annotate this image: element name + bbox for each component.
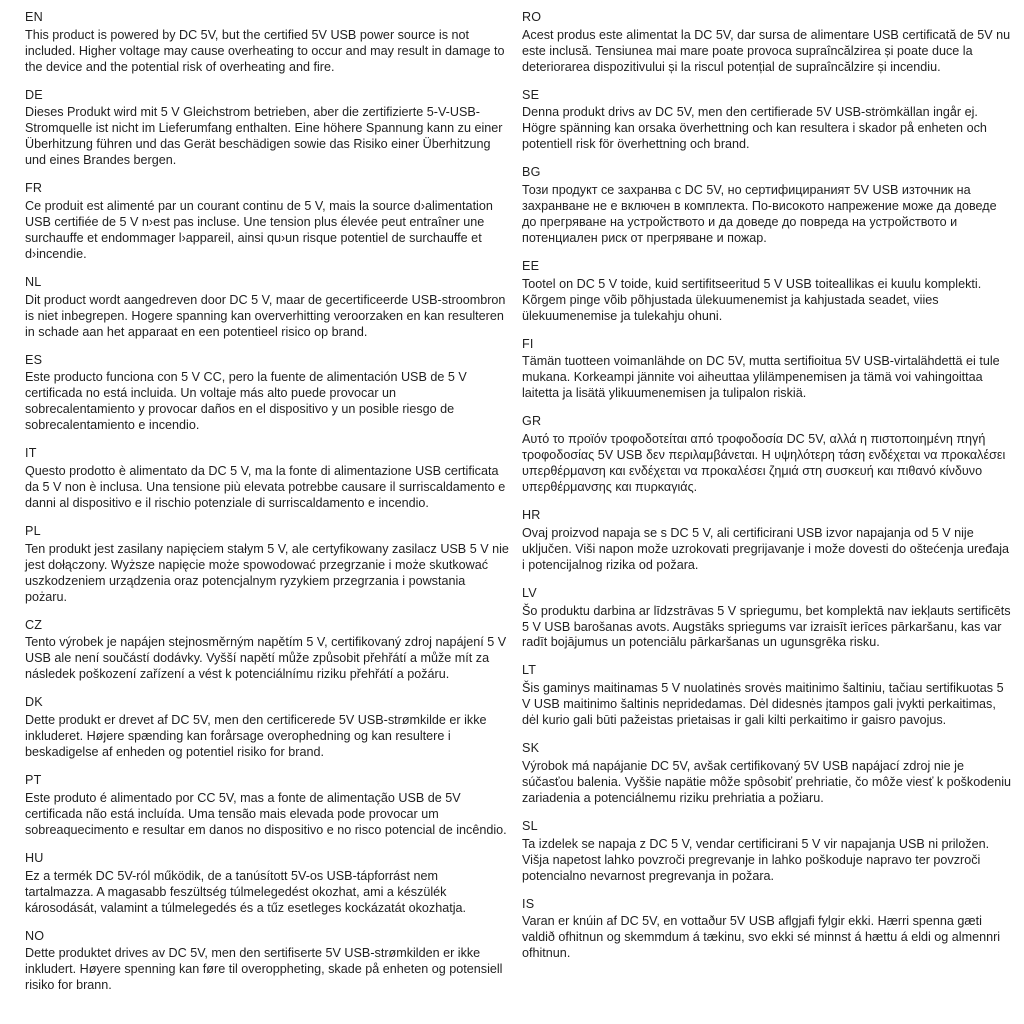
language-code: EN (25, 10, 43, 24)
language-text: Ten produkt jest zasilany napięciem stałym 5 V, ale certyfikowany zasilacz USB 5 V nie jest dołączony. Wyższe napięcie może spowodować przegrzanie i może skutkować uszkodzeniem urządzenia oraz potencjalnym ryzykiem przegrzania i powstania pożaru. (25, 541, 509, 604)
language-section-nl (25, 275, 509, 341)
language-section-ro (522, 10, 1012, 76)
language-code: LT (522, 663, 537, 678)
language-text: Ovaj proizvod napaja se s DC 5 V, ali certificirani USB izvor napajanja od 5 V nije uključen. Viši napon može uzrokovati pregrijavanje i može dovesti do oštećenja uređaja i potencijalnog rizika od požara. (522, 525, 1010, 572)
language-code: BG (522, 165, 541, 180)
language-code: SL (522, 818, 538, 833)
language-section-lv (522, 586, 1012, 652)
language-text: Este produto é alimentado por CC 5V, mas a fonte de alimentação USB de 5V certificada não está incluída. Uma tensão mais elevada pode provocar um sobreaquecimento e resultar em danos no dispositivo e no risco potencial de incêndio. (25, 790, 507, 837)
language-section-is (522, 897, 1012, 963)
right-column (522, 10, 1012, 1016)
language-section-de (25, 88, 509, 170)
language-code: FI (522, 336, 534, 351)
language-text: Dieses Produkt wird mit 5 V Gleichstrom betrieben, aber die zertifizierte 5-V-USB-Stromquelle ist nicht im Lieferumfang enthalten. Eine höhere Spannung kann zu einer Überhitzung führen und das Gerät beschädigen sowie das Risiko einer Überhitzung und eines Brandes bergen. (25, 105, 503, 168)
language-text: Dette produkt er drevet af DC 5V, men den certificerede 5V USB-strømkilde er ikke inkluderet. Højere spænding kan forårsage overophedning og kan resultere i beskadigelse af enheden og potentiel risiko for brand. (25, 713, 487, 760)
language-text: Questo prodotto è alimentato da DC 5 V, ma la fonte di alimentazione USB certificata da 5 V non è inclusa. Una tensione più elevata potrebbe causare il surriscaldamento e danni al dispositivo e il rischio potenziale di surriscaldamento e incendio. (25, 464, 506, 511)
language-section-lt (522, 663, 1012, 729)
language-section-hu (25, 851, 509, 917)
language-text: Ce produit est alimenté par un courant continu de 5 V, mais la source d›alimentation USB certifiée de 5 V n›est pas incluse. Une tension plus élevée peut entraîner une surchauffe et endommager l›appareil, ainsi qu›un risque potentiel de surchauffe et d›incendie. (25, 199, 493, 262)
language-section-no (25, 929, 509, 995)
language-code: NO (25, 928, 45, 943)
language-section-fr (25, 181, 509, 263)
language-code: CZ (25, 617, 43, 632)
language-section-dk (25, 695, 509, 761)
language-section-pl (25, 524, 509, 606)
language-code: IS (522, 896, 535, 911)
language-section-gr (522, 414, 1012, 496)
language-section-es (25, 353, 509, 435)
language-text: Tento výrobek je napájen stejnosměrným napětím 5 V, certifikovaný zdroj napájení 5 V USB ale není součástí dodávky. Vyšší napětí může způsobit přehřátí a může mít za následek poškození zařízení a vést k potenciálnímu riziku přehřátí a požáru. (25, 635, 507, 682)
language-code: SK (522, 741, 540, 756)
language-text: Този продукт се захранва с DC 5V, но сертифицираният 5V USB източник на захранване не е включен в комплекта. По-високото напрежение може да доведе до прегряване на устройството и да доведе до повреда на устройството и потенциален риск от прегряване и пожар. (522, 183, 997, 246)
language-code: PT (25, 773, 42, 788)
language-text: Αυτό το προϊόν τροφοδοτείται από τροφοδοσία DC 5V, αλλά η πιστοποιημένη πηγή τροφοδοσίας 5V USB δεν περιλαμβάνεται. Η υψηλότερη τάση ενδέχεται να προκαλέσει υπερθέρμανση και ενδέχεται να προκαλέσει ζημιά στη συσκευή και πιθανό κίνδυνο υπερθέρμανσης και πυρκαγιάς. (522, 432, 1006, 495)
language-code: DE (25, 87, 43, 102)
language-text: Denna produkt drivs av DC 5V, men den certifierade 5V USB-strömkällan ingår ej. Högre spänning kan orsaka överhettning och kan resultera i skador på enheten och potentiell risk för överhettning och brand. (522, 105, 987, 152)
language-text: Tämän tuotteen voimanlähde on DC 5V, mutta sertifioitua 5V USB-virtalähdettä ei tule mukana. Korkeampi jännite voi aiheuttaa ylilämpenemisen ja tämä voi vahingoittaa laitetta ja lisätä ylikuumenemisen ja tulipalon riskiä. (522, 354, 1000, 401)
language-code: GR (522, 414, 542, 429)
language-text: Šis gaminys maitinamas 5 V nuolatinės srovės maitinimo šaltiniu, tačiau sertifikuotas 5 V USB maitinimo šaltinis nepridedamas. Dėl didesnės įtampos gali įvykti perkaitimas, dėl kurio gali būti pažeistas prietaisas ir gali kilti perkaitimo ir gaisro pavojus. (522, 681, 1004, 728)
language-text: Ta izdelek se napaja z DC 5 V, vendar certificirani 5 V vir napajanja USB ni priložen. Višja napetost lahko povzroči pregrevanje in lahko poškoduje napravo ter povzroči potencialno nevarnost pregrevanja in požara. (522, 836, 990, 883)
language-code: LV (522, 585, 537, 600)
language-text: Výrobok má napájanie DC 5V, avšak certifikovaný 5V USB napájací zdroj nie je súčasťou balenia. Vyššie napätie môže spôsobiť prehriatie, čo môže viesť k poškodeniu zariadenia a potenciálnemu riziku prehriatia a požiaru. (522, 758, 1012, 805)
language-code: PL (25, 524, 41, 539)
language-code: DK (25, 695, 43, 710)
language-code: SE (522, 87, 540, 102)
language-section-se (522, 88, 1012, 154)
language-text: This product is powered by DC 5V, but the certified 5V USB power source is not included. Higher voltage may cause overheating to occur and may result in damage to the device and the potential risk of overheating and fire. (25, 27, 505, 74)
language-code: EE (522, 259, 540, 274)
language-code: IT (25, 446, 37, 461)
language-code: RO (522, 10, 542, 24)
language-text: Šo produktu darbina ar līdzstrāvas 5 V spriegumu, bet komplektā nav iekļauts sertificēts 5 V USB barošanas avots. Augstāks spriegums var izraisīt ierīces pārkaršanu, kas var radīt bojājumus un potenciālu pārkaršanas un ugunsgrēka risku. (522, 603, 1011, 650)
language-code: HU (25, 850, 44, 865)
language-code: HR (522, 508, 541, 523)
language-section-bg (522, 165, 1012, 247)
language-text: Tootel on DC 5 V toide, kuid sertifitseeritud 5 V USB toiteallikas ei kuulu komplekti. Kõrgem pinge võib põhjustada ülekuumenemist ja kahjustada seadet, viies ülekuumenemise ja tulekahju ohuni. (522, 276, 982, 323)
language-text: Varan er knúin af DC 5V, en vottaður 5V USB aflgjafi fylgir ekki. Hærri spenna gæti valdið ofhitnun og skemmdum á tækinu, svo ekki sé minnst á hættu á eldi og almennri ofhitnun. (522, 914, 1001, 961)
language-text: Dit product wordt aangedreven door DC 5 V, maar de gecertificeerde USB-stroombron is niet inbegrepen. Hogere spanning kan oververhitting veroorzaken en kan resulteren in schade aan het apparaat en een potentieel risico op brand. (25, 292, 506, 339)
language-section-sk (522, 741, 1012, 807)
language-text: Este producto funciona con 5 V CC, pero la fuente de alimentación USB de 5 V certificada no está incluida. Un voltaje más alto puede provocar un sobrecalentamiento y provocar daños en el dispositivo y un posible riesgo de sobrecalentamiento e incendio. (25, 370, 467, 433)
language-section-ee (522, 259, 1012, 325)
language-code: FR (25, 181, 43, 196)
language-text: Ez a termék DC 5V-ról működik, de a tanúsított 5V-os USB-tápforrást nem tartalmazza. A magasabb feszültség túlmelegedést okozhat, ami a készülék károsodását, valamint a túlmelegedés és a tűz esetleges kockázatát okozhatja. (25, 868, 467, 915)
language-section-pt (25, 773, 509, 839)
language-section-hr (522, 508, 1012, 574)
language-code: NL (25, 275, 42, 290)
language-text: Acest produs este alimentat la DC 5V, dar sursa de alimentare USB certificată de 5V nu este inclusă. Tensiunea mai mare poate provoca supraîncălzirea și poate duce la deteriorarea dispozitivului și la riscul potențial de supraîncălzire și incendiu. (522, 27, 1011, 74)
language-section-en (25, 10, 509, 76)
language-code: ES (25, 352, 43, 367)
language-section-fi (522, 337, 1012, 403)
language-text: Dette produktet drives av DC 5V, men den sertifiserte 5V USB-strømkilden er ikke inkludert. Høyere spenning kan føre til overoppheting, skade på enheten og potensiell risiko for brann. (25, 946, 503, 993)
language-section-it (25, 446, 509, 512)
language-section-sl (522, 819, 1012, 885)
language-section-cz (25, 618, 509, 684)
left-column (25, 10, 509, 1016)
